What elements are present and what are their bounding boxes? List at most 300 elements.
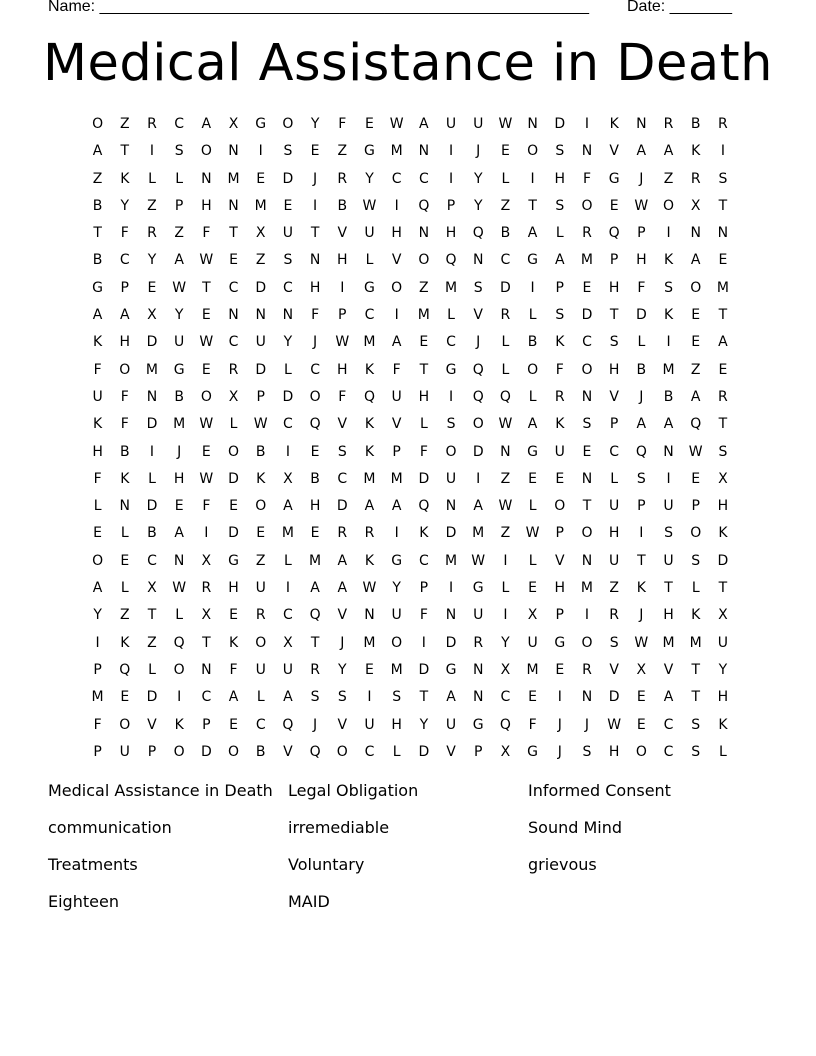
grid-cell[interactable]: N <box>500 443 511 460</box>
grid-cell[interactable]: W <box>634 197 649 214</box>
grid-cell[interactable]: X <box>500 661 511 678</box>
grid-cell[interactable]: W <box>199 470 214 487</box>
grid-cell[interactable]: P <box>609 416 619 433</box>
grid-cell[interactable]: D <box>472 443 484 460</box>
grid-cell[interactable]: I <box>666 225 671 242</box>
grid-cell[interactable]: L <box>501 334 510 351</box>
grid-cell[interactable]: G <box>92 279 104 296</box>
grid-cell[interactable]: I <box>448 170 454 187</box>
grid-cell[interactable]: E <box>310 443 320 460</box>
grid-cell[interactable]: D <box>717 552 729 569</box>
grid-cell[interactable]: D <box>418 470 430 487</box>
grid-cell[interactable]: U <box>119 743 130 760</box>
grid-cell[interactable]: W <box>172 279 187 296</box>
grid-cell[interactable]: D <box>228 470 239 487</box>
grid-cell[interactable]: X <box>255 225 266 242</box>
grid-cell[interactable]: C <box>582 334 592 351</box>
grid-cell[interactable]: E <box>718 252 728 269</box>
grid-cell[interactable]: U <box>282 225 294 242</box>
grid-cell[interactable]: Z <box>255 552 266 569</box>
grid-cell[interactable]: P <box>93 661 102 678</box>
grid-cell[interactable]: X <box>201 552 212 569</box>
grid-cell[interactable]: Y <box>338 661 347 678</box>
grid-cell[interactable]: B <box>174 388 184 405</box>
grid-cell[interactable]: L <box>528 552 537 569</box>
grid-cell[interactable]: O <box>92 552 104 569</box>
grid-cell[interactable]: U <box>663 498 674 515</box>
grid-cell[interactable]: M <box>444 552 458 569</box>
grid-cell[interactable]: F <box>120 388 129 405</box>
grid-cell[interactable]: L <box>528 307 537 324</box>
grid-cell[interactable]: C <box>310 361 320 378</box>
grid-cell[interactable]: V <box>473 307 483 324</box>
grid-cell[interactable]: P <box>120 279 129 296</box>
grid-cell[interactable]: Y <box>392 580 401 597</box>
grid-cell[interactable]: O <box>119 716 131 733</box>
grid-cell[interactable]: O <box>581 634 593 651</box>
grid-cell[interactable]: T <box>120 143 130 160</box>
grid-cell[interactable]: M <box>390 470 403 487</box>
grid-cell[interactable]: K <box>93 334 103 351</box>
grid-cell[interactable]: Q <box>418 197 430 214</box>
grid-cell[interactable]: H <box>717 689 729 706</box>
grid-cell[interactable]: I <box>285 580 290 597</box>
grid-cell[interactable]: M <box>580 580 594 597</box>
grid-cell[interactable]: O <box>472 416 484 433</box>
grid-cell[interactable]: X <box>718 470 728 487</box>
grid-cell[interactable]: U <box>717 634 729 651</box>
grid-cell[interactable]: P <box>555 279 564 296</box>
grid-cell[interactable]: F <box>93 716 102 733</box>
grid-cell[interactable]: D <box>255 361 267 378</box>
grid-cell[interactable]: S <box>555 197 565 214</box>
grid-cell[interactable]: I <box>448 388 454 405</box>
grid-cell[interactable]: S <box>582 743 592 760</box>
grid-cell[interactable]: K <box>691 607 701 624</box>
grid-cell[interactable]: J <box>639 170 644 187</box>
grid-cell[interactable]: S <box>337 689 347 706</box>
grid-cell[interactable]: I <box>149 443 155 460</box>
grid-cell[interactable]: L <box>528 388 537 405</box>
grid-cell[interactable]: H <box>636 252 647 269</box>
grid-cell[interactable]: N <box>581 388 593 405</box>
grid-cell[interactable]: H <box>228 580 239 597</box>
grid-cell[interactable]: J <box>584 716 590 733</box>
grid-cell[interactable]: W <box>199 334 214 351</box>
grid-cell[interactable]: P <box>174 197 184 214</box>
grid-cell[interactable]: V <box>337 716 348 733</box>
grid-cell[interactable]: U <box>445 116 457 132</box>
grid-cell[interactable]: O <box>228 743 240 760</box>
grid-cell[interactable]: C <box>283 416 293 433</box>
grid-cell[interactable]: Z <box>255 252 266 269</box>
grid-cell[interactable]: O <box>173 743 185 760</box>
grid-cell[interactable]: A <box>364 498 375 515</box>
grid-cell[interactable]: N <box>228 307 239 324</box>
grid-cell[interactable]: M <box>662 634 675 651</box>
grid-cell[interactable]: O <box>200 143 212 160</box>
grid-cell[interactable]: E <box>528 580 538 597</box>
grid-cell[interactable]: P <box>637 225 646 242</box>
grid-cell[interactable]: Q <box>690 416 702 433</box>
grid-cell[interactable]: G <box>173 361 185 378</box>
grid-cell[interactable]: C <box>119 252 130 269</box>
grid-cell[interactable]: R <box>500 307 511 324</box>
grid-cell[interactable]: Q <box>309 416 321 433</box>
grid-cell[interactable]: K <box>718 716 728 733</box>
grid-cell[interactable]: N <box>445 498 457 515</box>
grid-cell[interactable]: Y <box>419 716 429 733</box>
grid-cell[interactable]: T <box>147 607 157 624</box>
grid-cell[interactable]: Z <box>174 225 184 242</box>
grid-cell[interactable]: N <box>636 116 647 132</box>
grid-cell[interactable]: M <box>363 634 376 651</box>
grid-cell[interactable]: R <box>147 116 157 132</box>
grid-cell[interactable]: F <box>202 498 211 515</box>
grid-cell[interactable]: Q <box>499 716 511 733</box>
grid-cell[interactable]: Z <box>500 197 511 214</box>
grid-cell[interactable]: O <box>119 361 131 378</box>
grid-cell[interactable]: H <box>309 279 321 296</box>
grid-cell[interactable]: I <box>503 552 508 569</box>
grid-cell[interactable]: M <box>173 416 186 433</box>
grid-cell[interactable]: W <box>172 580 187 597</box>
grid-cell[interactable]: A <box>527 225 538 242</box>
grid-cell[interactable]: L <box>501 361 510 378</box>
grid-cell[interactable]: N <box>228 197 239 214</box>
name-field-label[interactable]: Name: _______________________________________________________ <box>48 0 589 15</box>
grid-cell[interactable]: H <box>173 470 185 487</box>
grid-cell[interactable]: A <box>419 116 429 132</box>
grid-cell[interactable]: I <box>95 634 100 651</box>
grid-cell[interactable]: I <box>557 689 562 706</box>
grid-cell[interactable]: C <box>364 743 375 760</box>
grid-cell[interactable]: Z <box>609 580 619 597</box>
grid-cell[interactable]: N <box>364 607 375 624</box>
grid-cell[interactable]: K <box>256 470 266 487</box>
grid-cell[interactable]: E <box>229 716 238 733</box>
grid-cell[interactable]: N <box>581 689 593 706</box>
grid-cell[interactable]: S <box>691 716 701 733</box>
grid-cell[interactable]: T <box>718 307 728 324</box>
grid-cell[interactable]: S <box>555 143 565 160</box>
grid-cell[interactable]: K <box>663 307 674 324</box>
grid-cell[interactable]: C <box>609 443 620 460</box>
grid-cell[interactable]: I <box>204 525 209 542</box>
grid-cell[interactable]: H <box>418 388 430 405</box>
grid-cell[interactable]: C <box>364 307 375 324</box>
grid-cell[interactable]: W <box>389 116 404 132</box>
grid-cell[interactable]: A <box>310 580 320 597</box>
grid-cell[interactable]: M <box>390 143 403 160</box>
grid-cell[interactable]: S <box>446 416 456 433</box>
grid-cell[interactable]: Y <box>501 634 510 651</box>
grid-cell[interactable]: G <box>527 252 539 269</box>
grid-cell[interactable]: F <box>229 661 238 678</box>
grid-cell[interactable]: S <box>174 143 184 160</box>
grid-cell[interactable]: E <box>120 689 130 706</box>
grid-cell[interactable]: H <box>445 225 457 242</box>
grid-cell[interactable]: E <box>201 361 211 378</box>
grid-cell[interactable]: I <box>258 143 263 160</box>
grid-cell[interactable]: E <box>256 170 266 187</box>
grid-cell[interactable]: J <box>476 334 481 351</box>
grid-cell[interactable]: Z <box>419 279 429 296</box>
grid-cell[interactable]: E <box>718 361 728 378</box>
grid-cell[interactable]: D <box>282 170 294 187</box>
grid-cell[interactable]: S <box>283 143 293 160</box>
grid-cell[interactable]: V <box>663 661 674 678</box>
grid-cell[interactable]: T <box>419 361 429 378</box>
grid-cell[interactable]: S <box>664 525 673 542</box>
grid-cell[interactable]: V <box>609 388 619 405</box>
grid-cell[interactable]: T <box>419 689 429 706</box>
grid-cell[interactable]: R <box>337 170 348 187</box>
grid-cell[interactable]: U <box>255 580 266 597</box>
grid-cell[interactable]: Y <box>120 197 130 214</box>
grid-cell[interactable]: M <box>363 334 376 351</box>
grid-cell[interactable]: Q <box>119 661 131 678</box>
grid-cell[interactable]: U <box>364 716 375 733</box>
grid-cell[interactable]: E <box>229 498 238 515</box>
grid-cell[interactable]: Q <box>309 743 321 760</box>
grid-cell[interactable]: N <box>581 470 593 487</box>
grid-cell[interactable]: G <box>554 634 566 651</box>
grid-cell[interactable]: X <box>147 307 157 324</box>
grid-cell[interactable]: L <box>419 416 428 433</box>
grid-cell[interactable]: B <box>255 443 266 460</box>
grid-cell[interactable]: O <box>445 443 457 460</box>
grid-cell[interactable]: P <box>691 498 700 515</box>
grid-cell[interactable]: T <box>718 580 728 597</box>
grid-cell[interactable]: K <box>120 634 130 651</box>
grid-cell[interactable]: F <box>93 470 102 487</box>
grid-cell[interactable]: K <box>364 552 375 569</box>
grid-cell[interactable]: E <box>229 607 238 624</box>
grid-cell[interactable]: E <box>528 689 538 706</box>
grid-cell[interactable]: H <box>337 361 348 378</box>
grid-cell[interactable]: E <box>201 443 211 460</box>
grid-cell[interactable]: A <box>92 307 103 324</box>
grid-cell[interactable]: B <box>636 361 647 378</box>
grid-cell[interactable]: V <box>554 552 565 569</box>
grid-cell[interactable]: N <box>527 116 538 132</box>
grid-cell[interactable]: Y <box>718 661 728 678</box>
grid-cell[interactable]: K <box>120 170 130 187</box>
grid-cell[interactable]: P <box>202 716 211 733</box>
grid-cell[interactable]: S <box>609 334 619 351</box>
grid-cell[interactable]: M <box>472 525 485 542</box>
grid-cell[interactable]: V <box>609 661 619 678</box>
grid-cell[interactable]: J <box>313 170 318 187</box>
grid-cell[interactable]: L <box>148 661 156 678</box>
grid-cell[interactable]: B <box>663 388 674 405</box>
grid-cell[interactable]: Z <box>690 361 701 378</box>
grid-cell[interactable]: C <box>391 170 402 187</box>
grid-cell[interactable]: M <box>689 634 702 651</box>
grid-cell[interactable]: A <box>174 525 184 542</box>
grid-cell[interactable]: P <box>256 388 265 405</box>
grid-cell[interactable]: Q <box>608 225 620 242</box>
grid-cell[interactable]: Z <box>119 116 130 132</box>
grid-cell[interactable]: T <box>582 498 592 515</box>
grid-cell[interactable]: R <box>690 170 701 187</box>
grid-cell[interactable]: I <box>666 470 671 487</box>
grid-cell[interactable]: U <box>609 498 620 515</box>
grid-cell[interactable]: H <box>608 525 620 542</box>
grid-cell[interactable]: Y <box>473 197 483 214</box>
grid-cell[interactable]: V <box>147 716 157 733</box>
grid-cell[interactable]: E <box>500 143 510 160</box>
grid-cell[interactable]: U <box>473 116 484 132</box>
grid-cell[interactable]: U <box>554 443 565 460</box>
grid-cell[interactable]: Q <box>282 716 294 733</box>
grid-cell[interactable]: E <box>365 661 374 678</box>
grid-cell[interactable]: Z <box>663 170 674 187</box>
grid-cell[interactable]: K <box>555 416 565 433</box>
grid-cell[interactable]: W <box>498 116 513 132</box>
grid-cell[interactable]: O <box>255 634 267 651</box>
grid-cell[interactable]: O <box>581 197 593 214</box>
grid-cell[interactable]: E <box>609 197 619 214</box>
grid-cell[interactable]: T <box>718 416 728 433</box>
grid-cell[interactable]: H <box>608 279 620 296</box>
grid-cell[interactable]: G <box>527 443 539 460</box>
grid-cell[interactable]: W <box>253 416 268 433</box>
grid-cell[interactable]: H <box>717 498 729 515</box>
grid-cell[interactable]: R <box>718 116 728 132</box>
grid-cell[interactable]: D <box>200 743 212 760</box>
grid-cell[interactable]: C <box>663 716 674 733</box>
grid-cell[interactable]: M <box>363 470 376 487</box>
grid-cell[interactable]: P <box>555 525 564 542</box>
grid-cell[interactable]: K <box>93 416 103 433</box>
grid-cell[interactable]: L <box>93 498 102 515</box>
grid-cell[interactable]: E <box>283 197 293 214</box>
grid-cell[interactable]: U <box>92 388 103 405</box>
grid-cell[interactable]: N <box>146 388 158 405</box>
grid-cell[interactable]: L <box>256 689 265 706</box>
grid-cell[interactable]: B <box>500 225 511 242</box>
grid-cell[interactable]: X <box>690 197 701 214</box>
grid-cell[interactable]: O <box>282 116 294 132</box>
grid-cell[interactable]: Y <box>174 307 184 324</box>
grid-cell[interactable]: Q <box>173 634 185 651</box>
grid-cell[interactable]: C <box>283 607 293 624</box>
grid-cell[interactable]: A <box>92 580 103 597</box>
grid-cell[interactable]: K <box>609 116 619 132</box>
grid-cell[interactable]: J <box>557 716 562 733</box>
grid-cell[interactable]: N <box>717 225 729 242</box>
grid-cell[interactable]: S <box>609 634 619 651</box>
grid-cell[interactable]: T <box>310 225 320 242</box>
grid-cell[interactable]: G <box>364 279 375 296</box>
grid-cell[interactable]: H <box>201 197 212 214</box>
grid-cell[interactable]: R <box>609 607 620 624</box>
grid-cell[interactable]: U <box>473 607 484 624</box>
grid-cell[interactable]: B <box>147 525 157 542</box>
grid-cell[interactable]: U <box>445 716 457 733</box>
grid-cell[interactable]: D <box>635 307 647 324</box>
grid-cell[interactable]: K <box>691 143 701 160</box>
grid-cell[interactable]: C <box>174 116 185 132</box>
grid-cell[interactable]: K <box>120 470 130 487</box>
grid-cell[interactable]: L <box>120 525 129 542</box>
grid-cell[interactable]: A <box>636 143 647 160</box>
grid-cell[interactable]: I <box>340 279 345 296</box>
grid-cell[interactable]: O <box>527 361 539 378</box>
grid-cell[interactable]: C <box>446 334 456 351</box>
grid-cell[interactable]: A <box>690 252 701 269</box>
grid-cell[interactable]: E <box>691 470 701 487</box>
grid-cell[interactable]: S <box>718 170 728 187</box>
grid-cell[interactable]: S <box>691 743 701 760</box>
grid-cell[interactable]: Y <box>93 607 102 624</box>
grid-cell[interactable]: N <box>201 170 212 187</box>
grid-cell[interactable]: B <box>92 197 103 214</box>
grid-cell[interactable]: U <box>255 334 266 351</box>
date-field-label[interactable]: Date: _______ <box>627 0 732 15</box>
grid-cell[interactable]: L <box>365 252 374 269</box>
grid-cell[interactable]: I <box>177 689 182 706</box>
grid-cell[interactable]: E <box>582 279 592 296</box>
grid-cell[interactable]: Z <box>119 607 130 624</box>
grid-cell[interactable]: H <box>391 225 402 242</box>
grid-cell[interactable]: M <box>526 661 539 678</box>
grid-cell[interactable]: U <box>364 225 375 242</box>
grid-cell[interactable]: M <box>254 197 267 214</box>
grid-cell[interactable]: D <box>445 525 457 542</box>
grid-cell[interactable]: J <box>313 334 318 351</box>
grid-cell[interactable]: V <box>337 225 348 242</box>
grid-cell[interactable]: F <box>120 225 129 242</box>
grid-cell[interactable]: I <box>476 470 481 487</box>
grid-cell[interactable]: I <box>448 580 454 597</box>
grid-cell[interactable]: T <box>637 552 646 569</box>
grid-cell[interactable]: C <box>147 552 157 569</box>
grid-cell[interactable]: B <box>527 334 538 351</box>
grid-cell[interactable]: L <box>501 580 510 597</box>
grid-cell[interactable]: N <box>472 689 484 706</box>
grid-cell[interactable]: E <box>582 443 592 460</box>
grid-cell[interactable]: I <box>149 143 155 160</box>
grid-cell[interactable]: R <box>201 580 212 597</box>
grid-cell[interactable]: L <box>175 607 184 624</box>
grid-cell[interactable]: E <box>636 689 646 706</box>
grid-cell[interactable]: F <box>555 361 564 378</box>
grid-cell[interactable]: A <box>119 307 130 324</box>
grid-cell[interactable]: K <box>636 580 646 597</box>
grid-cell[interactable]: O <box>173 661 185 678</box>
grid-cell[interactable]: C <box>418 552 429 569</box>
grid-cell[interactable]: I <box>394 197 399 214</box>
grid-cell[interactable]: N <box>472 661 484 678</box>
grid-cell[interactable]: G <box>228 552 239 569</box>
grid-cell[interactable]: O <box>581 361 593 378</box>
grid-cell[interactable]: L <box>392 743 401 760</box>
grid-cell[interactable]: P <box>147 743 157 760</box>
grid-cell[interactable]: M <box>281 525 294 542</box>
grid-cell[interactable]: O <box>554 498 566 515</box>
grid-cell[interactable]: E <box>310 143 320 160</box>
grid-cell[interactable]: A <box>554 252 565 269</box>
grid-cell[interactable]: W <box>498 498 513 515</box>
grid-cell[interactable]: W <box>471 552 486 569</box>
grid-cell[interactable]: Y <box>473 170 483 187</box>
grid-cell[interactable]: D <box>608 689 620 706</box>
grid-cell[interactable]: L <box>719 743 727 760</box>
grid-cell[interactable]: P <box>637 498 646 515</box>
